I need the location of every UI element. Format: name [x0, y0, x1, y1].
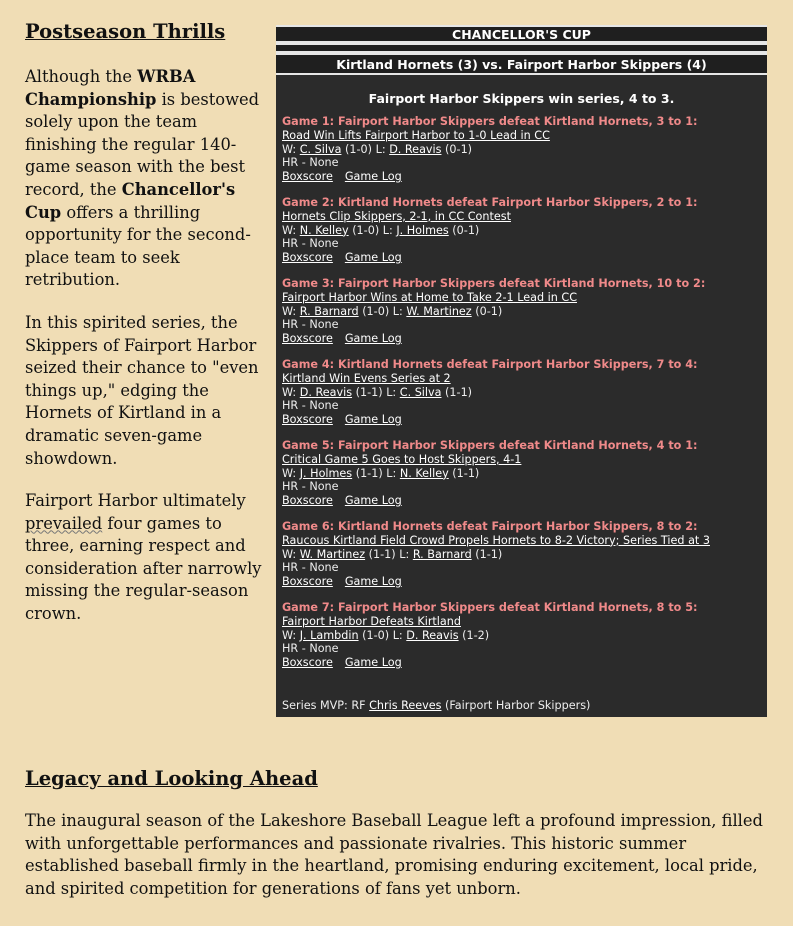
- winning-pitcher-link[interactable]: W. Martinez: [299, 547, 366, 561]
- boxscore-link[interactable]: Boxscore: [282, 575, 333, 589]
- game-log-link[interactable]: Game Log: [344, 413, 402, 427]
- winning-pitcher-record: (1-0): [362, 628, 390, 642]
- mvp-suffix: (Fairport Harbor Skippers): [441, 699, 591, 712]
- game-headline-link[interactable]: Kirtland Win Evens Series at 2: [282, 371, 451, 385]
- game-links: [282, 170, 762, 184]
- home-runs-line: HR - None: [282, 399, 339, 413]
- losing-pitcher-record: (1-2): [462, 628, 490, 642]
- winning-pitcher-link[interactable]: D. Reavis: [299, 385, 353, 399]
- game-log-link[interactable]: Game Log: [344, 170, 402, 184]
- game-headline-link[interactable]: Fairport Harbor Wins at Home to Take 2-1 Lead in CC: [282, 290, 578, 304]
- boxscore-link[interactable]: Boxscore: [282, 656, 333, 670]
- game-block: [282, 115, 762, 184]
- game-title: Game 1: Fairport Harbor Skippers defeat Kirtland Hornets, 3 to 1:: [282, 115, 698, 128]
- legacy-heading: Legacy and Looking Ahead: [25, 767, 318, 790]
- game-log-link[interactable]: Game Log: [344, 494, 402, 508]
- game-block: [282, 439, 762, 508]
- losing-pitcher-link[interactable]: N. Kelley: [399, 466, 449, 480]
- game-title: Game 2: Kirtland Hornets defeat Fairport Harbor Skippers, 2 to 1:: [282, 196, 698, 209]
- winning-pitcher-link[interactable]: J. Lambdin: [299, 628, 359, 642]
- home-runs-line: HR - None: [282, 642, 339, 656]
- boxscore-link[interactable]: Boxscore: [282, 413, 333, 427]
- game-title: Game 4: Kirtland Hornets defeat Fairport Harbor Skippers, 7 to 4:: [282, 358, 698, 371]
- pitchers-line: [282, 467, 762, 481]
- losing-pitcher-record: (1-1): [475, 547, 503, 561]
- win-label: W:: [282, 466, 297, 480]
- losing-pitcher-record: (1-1): [445, 385, 473, 399]
- game-links: [282, 656, 762, 670]
- win-label: W:: [282, 385, 297, 399]
- game-headline-link[interactable]: Raucous Kirtland Field Crowd Propels Hornets to 8-2 Victory; Series Tied at 3: [282, 533, 710, 547]
- loss-label: L:: [386, 466, 397, 480]
- postseason-column: [25, 18, 265, 646]
- winning-pitcher-record: (1-1): [368, 547, 396, 561]
- losing-pitcher-record: (0-1): [445, 142, 473, 156]
- winning-pitcher-record: (1-1): [355, 385, 383, 399]
- winning-pitcher-record: (1-0): [362, 304, 390, 318]
- chancellors-cup-term: Chancellor's Cup: [25, 179, 236, 222]
- game-log-link[interactable]: Game Log: [344, 332, 402, 346]
- intro-text-3: offers a thrilling opportunity for the second-place team to seek retribution.: [25, 202, 251, 290]
- winning-pitcher-link[interactable]: R. Barnard: [299, 304, 359, 318]
- losing-pitcher-record: (0-1): [452, 223, 480, 237]
- loss-label: L:: [392, 304, 403, 318]
- loss-label: L:: [392, 628, 403, 642]
- pitchers-line: [282, 224, 762, 238]
- win-label: W:: [282, 304, 297, 318]
- win-label: W:: [282, 142, 297, 156]
- pitchers-line: [282, 386, 762, 400]
- pitchers-line: [282, 143, 762, 157]
- boxscore-link[interactable]: Boxscore: [282, 251, 333, 265]
- win-label: W:: [282, 547, 297, 561]
- game-log-link[interactable]: Game Log: [344, 575, 402, 589]
- postseason-heading: Postseason Thrills: [25, 20, 226, 43]
- panel-divider: [276, 43, 767, 53]
- losing-pitcher-record: (1-1): [452, 466, 480, 480]
- game-headline-link[interactable]: Hornets Clip Skippers, 2-1, in CC Contest: [282, 209, 511, 223]
- winning-pitcher-record: (1-0): [345, 142, 373, 156]
- game-links: [282, 251, 762, 265]
- winning-pitcher-record: (1-1): [355, 466, 383, 480]
- series-summary: Fairport Harbor Skippers win series, 4 to 3.: [368, 91, 675, 106]
- outcome-text-2: four games to three, earning respect and consideration after narrowly missing the regular-season crown.: [25, 513, 262, 624]
- legacy-section: [25, 765, 765, 900]
- losing-pitcher-link[interactable]: R. Barnard: [412, 547, 472, 561]
- panel-title: CHANCELLOR'S CUP: [276, 25, 767, 43]
- home-runs-line: HR - None: [282, 318, 339, 332]
- game-block: [282, 196, 762, 265]
- losing-pitcher-link[interactable]: C. Silva: [399, 385, 442, 399]
- loss-label: L:: [399, 547, 410, 561]
- game-links: [282, 332, 762, 346]
- game-links: [282, 494, 762, 508]
- pitchers-line: [282, 305, 762, 319]
- intro-text-1: Although the: [25, 67, 138, 86]
- series-mvp: [282, 699, 590, 712]
- home-runs-line: HR - None: [282, 480, 339, 494]
- winning-pitcher-link[interactable]: N. Kelley: [299, 223, 349, 237]
- chancellors-cup-panel: [276, 25, 767, 717]
- home-runs-line: HR - None: [282, 237, 339, 251]
- pitchers-line: [282, 629, 762, 643]
- intro-text-2: is bestowed solely upon the team finishing the regular 140-game season with the best record, the: [25, 89, 260, 199]
- game-links: [282, 413, 762, 427]
- game-headline-link[interactable]: Critical Game 5 Goes to Host Skippers, 4-1: [282, 452, 522, 466]
- boxscore-link[interactable]: Boxscore: [282, 332, 333, 346]
- game-title: Game 5: Fairport Harbor Skippers defeat Kirtland Hornets, 4 to 1:: [282, 439, 698, 452]
- losing-pitcher-link[interactable]: D. Reavis: [406, 628, 459, 642]
- winning-pitcher-record: (1-0): [352, 223, 380, 237]
- game-headline-link[interactable]: Road Win Lifts Fairport Harbor to 1-0 Lead in CC: [282, 128, 550, 142]
- loss-label: L:: [386, 385, 397, 399]
- game-title: Game 6: Kirtland Hornets defeat Fairport Harbor Skippers, 8 to 2:: [282, 520, 698, 533]
- intro-paragraph: [25, 66, 265, 292]
- series-paragraph: In this spirited series, the Skippers of Fairport Harbor seized their chance to "even things up," edging the Hornets of Kirtland in a dramatic seven-game showdown.: [25, 312, 259, 468]
- game-title: Game 7: Fairport Harbor Skippers defeat Kirtland Hornets, 8 to 5:: [282, 601, 698, 614]
- wrba-championship-term: WRBA Championship: [25, 67, 196, 109]
- losing-pitcher-link[interactable]: J. Holmes: [396, 223, 449, 237]
- game-log-link[interactable]: Game Log: [344, 656, 402, 670]
- winning-pitcher-link[interactable]: C. Silva: [299, 142, 342, 156]
- loss-label: L:: [375, 142, 386, 156]
- outcome-paragraph: [25, 490, 265, 626]
- pitchers-line: [282, 548, 762, 562]
- win-label: W:: [282, 628, 297, 642]
- boxscore-link[interactable]: Boxscore: [282, 494, 333, 508]
- mvp-prefix: Series MVP: RF: [282, 699, 370, 712]
- game-block: [282, 358, 762, 427]
- losing-pitcher-link[interactable]: D. Reavis: [389, 142, 442, 156]
- mvp-player-link[interactable]: Chris Reeves: [369, 699, 442, 712]
- losing-pitcher-record: (0-1): [475, 304, 503, 318]
- game-block: [282, 520, 762, 589]
- matchup-header: Kirtland Hornets (3) vs. Fairport Harbor Skippers (4): [276, 53, 767, 75]
- game-title: Game 3: Fairport Harbor Skippers defeat Kirtland Hornets, 10 to 2:: [282, 277, 706, 290]
- game-headline-link[interactable]: Fairport Harbor Defeats Kirtland: [282, 614, 461, 628]
- home-runs-line: HR - None: [282, 156, 339, 170]
- game-links: [282, 575, 762, 589]
- game-block: [282, 601, 762, 670]
- home-runs-line: HR - None: [282, 561, 339, 575]
- win-label: W:: [282, 223, 297, 237]
- game-block: [282, 277, 762, 346]
- loss-label: L:: [382, 223, 393, 237]
- prevailed-word: prevailed: [25, 513, 103, 533]
- game-log-link[interactable]: Game Log: [344, 251, 402, 265]
- boxscore-link[interactable]: Boxscore: [282, 170, 333, 184]
- outcome-text-1: Fairport Harbor ultimately: [25, 491, 246, 511]
- winning-pitcher-link[interactable]: J. Holmes: [299, 466, 353, 480]
- legacy-paragraph: The inaugural season of the Lakeshore Baseball League left a profound impression, filled with unforgettable performances and passionate rivalries. This historic summer established baseball firmly in the heartland, promising enduring excitement, local pride, and spirited competition for generations of fans yet unborn.: [25, 811, 763, 898]
- losing-pitcher-link[interactable]: W. Martinez: [406, 304, 472, 318]
